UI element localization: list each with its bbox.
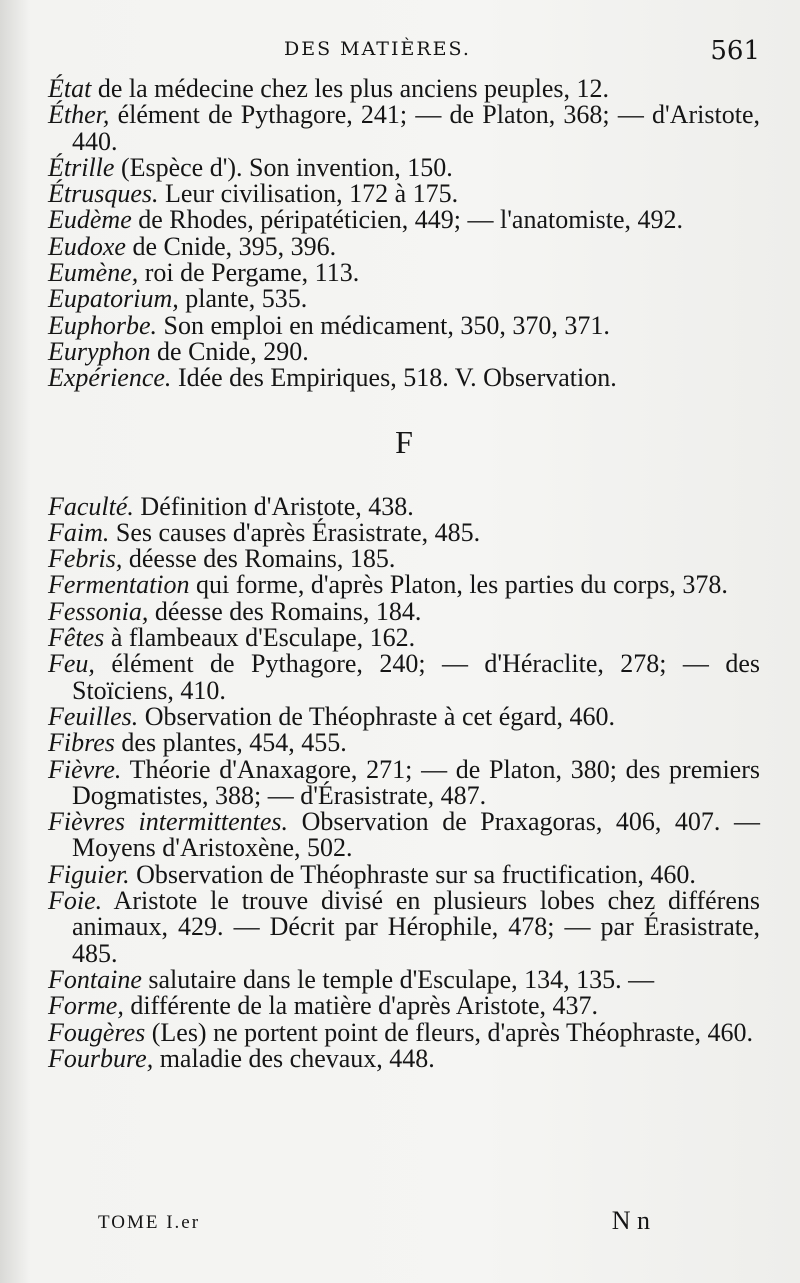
index-term: Euphorbe. bbox=[48, 310, 158, 340]
entries-f bbox=[48, 491, 760, 1073]
index-term: Étrusques. bbox=[48, 179, 159, 209]
index-text: Observation de Praxagoras, 406, 407. — Moyens d'Aristoxène, 502. bbox=[72, 807, 760, 863]
index-term: Faim. bbox=[48, 517, 110, 547]
index-text: Leur civilisation, 172 à 175. bbox=[158, 179, 459, 209]
index-text: qui forme, d'après Platon, les parties du corps, 378. bbox=[189, 570, 728, 600]
index-text: salutaire dans le temple d'Esculape, 134, 135. — bbox=[141, 964, 655, 994]
index-term: Forme, bbox=[48, 991, 124, 1021]
index-term: Fièvre. bbox=[48, 754, 122, 784]
index-entry bbox=[48, 491, 760, 521]
index-text: maladie des chevaux, 448. bbox=[153, 1043, 435, 1073]
index-term: Fibres bbox=[48, 728, 115, 758]
index-entry bbox=[48, 809, 760, 862]
index-term: Fêtes bbox=[48, 623, 105, 653]
index-text: différente de la matière d'après Aristote, 437. bbox=[123, 991, 599, 1021]
index-entry bbox=[48, 310, 760, 340]
index-term: Fièvres intermittentes. bbox=[48, 807, 289, 837]
index-entry bbox=[48, 651, 760, 704]
index-entry bbox=[48, 625, 760, 651]
index-term: Figuier. bbox=[48, 859, 130, 889]
index-term: Febris, bbox=[48, 544, 123, 574]
index-text: roi de Pergame, 113. bbox=[138, 258, 360, 288]
index-text: plante, 535. bbox=[178, 284, 308, 314]
index-term: État bbox=[48, 74, 92, 103]
index-entry bbox=[48, 572, 760, 598]
running-header bbox=[48, 28, 760, 76]
signature-mark: N n bbox=[611, 1206, 650, 1235]
index-term: Euryphon bbox=[48, 336, 151, 366]
page-number: 561 bbox=[710, 36, 760, 66]
index-text: Observation de Théophraste à cet égard, 460. bbox=[138, 701, 615, 731]
index-text: Observation de Théophraste sur sa fructification, 460. bbox=[129, 859, 696, 889]
index-entry bbox=[48, 964, 760, 994]
index-entry bbox=[48, 993, 760, 1019]
index-text: Aristote le trouve divisé en plusieurs lobes chez différens animaux, 429. — Décrit par Hérophile, 478; — par Érasistrate, 485. bbox=[72, 886, 760, 968]
index-entry bbox=[48, 231, 760, 261]
index-entry bbox=[48, 76, 760, 102]
index-term: Expérience. bbox=[48, 363, 172, 393]
index-text: élément de Pythagore, 241; — de Platon, 368; — d'Aristote, 440. bbox=[72, 100, 760, 156]
index-entry bbox=[48, 859, 760, 889]
index-term: Fourbure, bbox=[48, 1043, 154, 1073]
index-entry bbox=[48, 546, 760, 572]
index-text: des plantes, 454, 455. bbox=[114, 728, 347, 758]
index-text: déesse des Romains, 185. bbox=[122, 544, 396, 574]
index-term: Eumène, bbox=[48, 258, 139, 288]
entries-e bbox=[48, 76, 760, 392]
index-term: Fougères bbox=[48, 1017, 146, 1047]
index-text: Idée des Empiriques, 518. V. Observation. bbox=[171, 363, 617, 393]
index-text: Définition d'Aristote, 438. bbox=[133, 491, 414, 521]
index-entry bbox=[48, 260, 760, 286]
index-entry bbox=[48, 102, 760, 155]
index-term: Fessonia, bbox=[48, 596, 149, 626]
index-term: Fermentation bbox=[48, 570, 190, 600]
index-entry bbox=[48, 730, 760, 756]
section-letter: F bbox=[395, 423, 413, 460]
index-term: Feuilles. bbox=[48, 701, 139, 731]
index-term: Éther, bbox=[48, 100, 110, 130]
index-term: Fontaine bbox=[48, 964, 142, 994]
running-title: DES MATIÈRES. bbox=[284, 38, 471, 60]
index-text: Ses causes d'après Érasistrate, 485. bbox=[109, 517, 481, 547]
page-footer bbox=[98, 1206, 650, 1235]
index-text: à flambeaux d'Esculape, 162. bbox=[104, 623, 416, 653]
index-entry bbox=[48, 517, 760, 547]
index-text: Son emploi en médicament, 350, 370, 371. bbox=[157, 310, 610, 340]
index-entry bbox=[48, 754, 760, 810]
index-entry bbox=[48, 286, 760, 312]
index-entry bbox=[48, 336, 760, 366]
index-entry bbox=[48, 181, 760, 207]
index-text: de la médecine chez les plus anciens peuples, 12. bbox=[91, 74, 609, 103]
index-entry bbox=[48, 152, 760, 182]
index-text: déesse des Romains, 184. bbox=[148, 596, 422, 626]
index-text: (Les) ne portent point de fleurs, d'après Théophraste, 460. bbox=[145, 1017, 754, 1047]
index-entry bbox=[48, 1017, 760, 1047]
index-term: Foie. bbox=[48, 886, 103, 916]
index-text: de Rhodes, péripatéticien, 449; — l'anatomiste, 492. bbox=[131, 205, 684, 235]
index-entry bbox=[48, 888, 760, 967]
index-term: Eudème bbox=[48, 205, 132, 235]
index-term: Eupatorium, bbox=[48, 284, 179, 314]
index-entry bbox=[48, 596, 760, 626]
index-term: Eudoxe bbox=[48, 231, 126, 261]
index-entry bbox=[48, 701, 760, 731]
index-text: Théorie d'Anaxagore, 271; — de Platon, 380; des premiers Dogmatistes, 388; — d'Érasistrate, 487. bbox=[72, 754, 760, 810]
index-term: Étrille bbox=[48, 152, 115, 182]
index-text: de Cnide, 395, 396. bbox=[125, 231, 337, 261]
tome-label: TOME I.er bbox=[98, 1212, 201, 1233]
index-text: de Cnide, 290. bbox=[150, 336, 309, 366]
index-entry bbox=[48, 365, 760, 391]
index-term: Faculté. bbox=[48, 491, 134, 521]
index-entry bbox=[48, 207, 760, 233]
index-entry bbox=[48, 1043, 760, 1073]
index-term: Feu, bbox=[48, 649, 95, 679]
index-text: (Espèce d'). Son invention, 150. bbox=[114, 152, 453, 182]
index-text: élément de Pythagore, 240; — d'Héraclite, 278; — des Stoïciens, 410. bbox=[72, 649, 760, 705]
